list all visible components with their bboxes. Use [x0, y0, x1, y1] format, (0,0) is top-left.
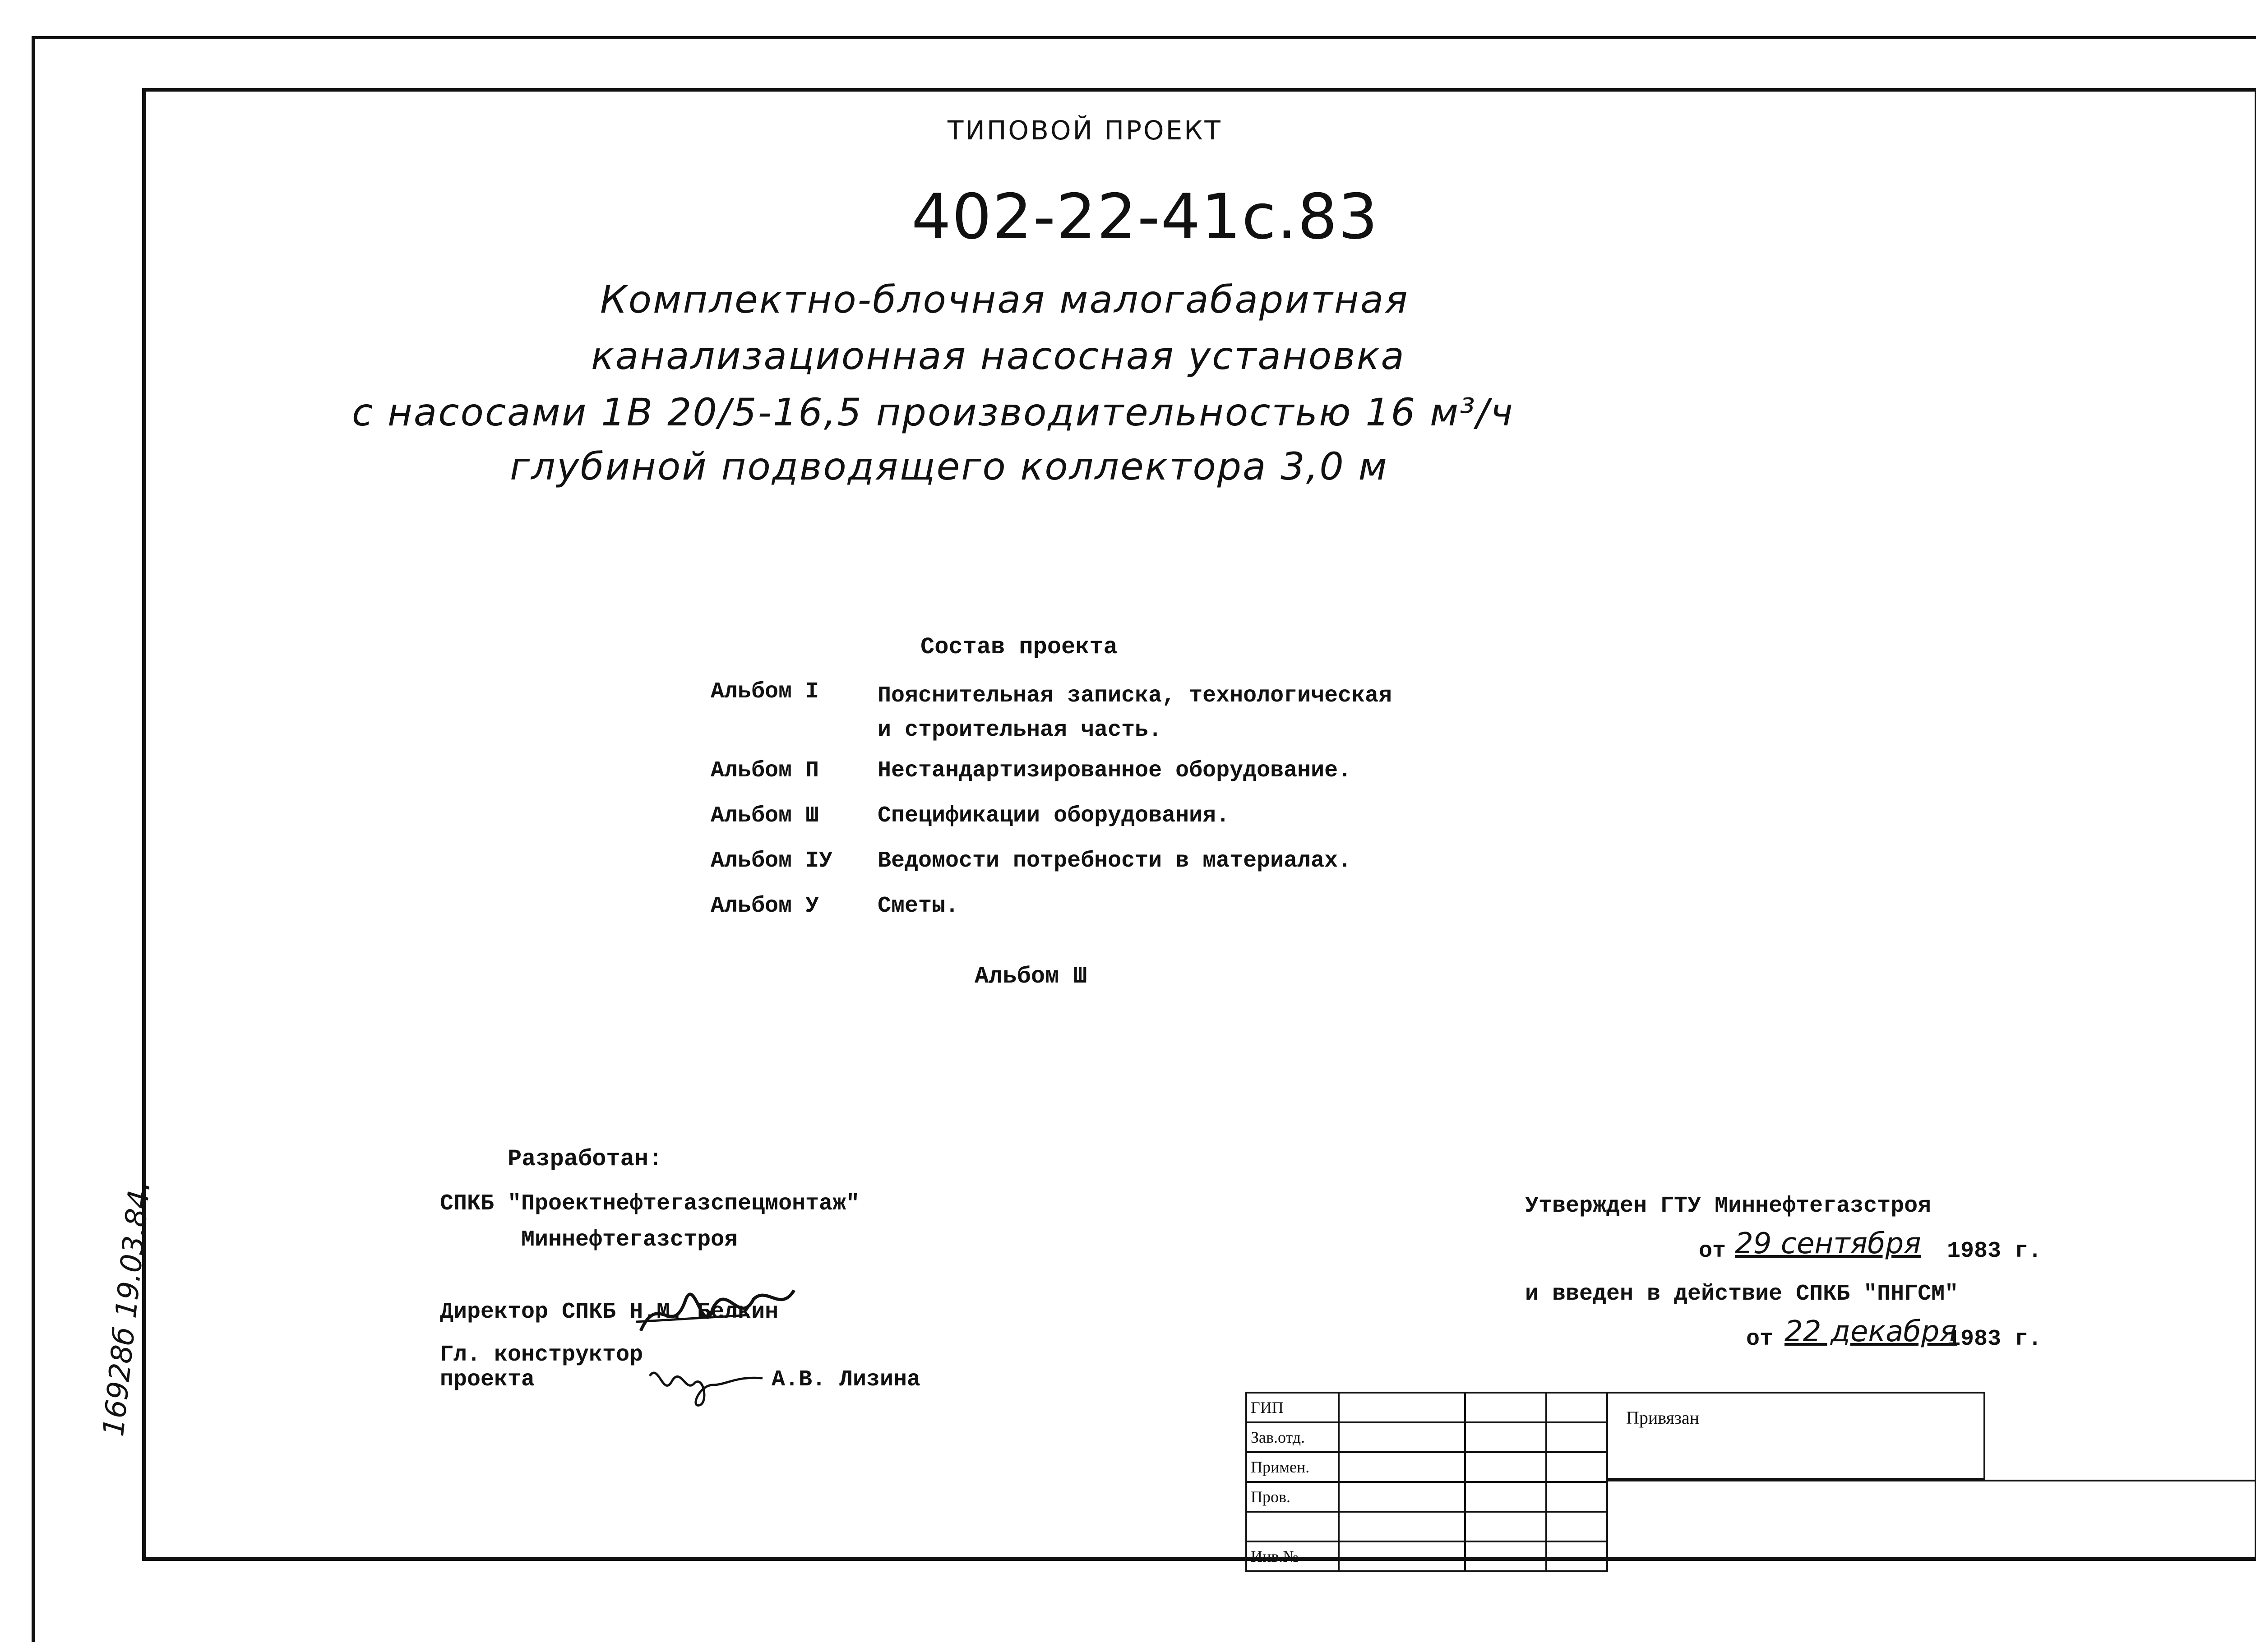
stamp-cell [1339, 1393, 1465, 1422]
approved-date-prefix: от [1699, 1238, 1726, 1264]
stamp-row [1246, 1393, 1607, 1422]
stamp-cell [1465, 1452, 1546, 1482]
title-block-table [1245, 1392, 1608, 1572]
stamp-cell-label: Инв.№ [1246, 1541, 1339, 1571]
album-1-desc [878, 679, 1392, 748]
outer-frame-top [32, 36, 2256, 39]
stamp-cell [1546, 1512, 1607, 1541]
stamp-cell [1339, 1541, 1465, 1571]
album-2-label: Альбом П [711, 758, 819, 784]
stamp-cell [1546, 1422, 1607, 1452]
stamp-cell [1465, 1393, 1546, 1422]
stamp-cell [1339, 1422, 1465, 1452]
title-line-2: канализационная насосная установка [591, 334, 1405, 378]
stamp-cell [1339, 1512, 1465, 1541]
stamp-cell [1339, 1452, 1465, 1482]
stamp-cell-label: Примен. [1246, 1452, 1339, 1482]
approved-line: Утвержден ГТУ Миннефтегазстроя [1525, 1193, 1932, 1219]
title-line-4: глубиной подводящего коллектора 3,0 м [510, 444, 1388, 489]
stamp-cell [1546, 1452, 1607, 1482]
stamp-cell-label: Зав.отд. [1246, 1422, 1339, 1452]
album-5-label: Альбом У [711, 893, 819, 919]
stamp-row [1246, 1512, 1607, 1541]
stamp-cell [1546, 1393, 1607, 1422]
title-line-1: Комплектно-блочная малогабаритная [600, 277, 1409, 322]
stamp-cell [1465, 1541, 1546, 1571]
enacted-date-prefix: от [1746, 1326, 1774, 1352]
stamp-cell-label: ГИП [1246, 1393, 1339, 1422]
stamp-cell-label [1246, 1512, 1339, 1541]
project-number: 402-22-41с.83 [911, 180, 1379, 253]
album-1-desc-line-2: и строительная часть. [878, 717, 1162, 743]
attached-label: Привязан [1626, 1407, 1700, 1428]
attached-box [1606, 1392, 1985, 1480]
chief-name: А.В. Лизина [772, 1367, 921, 1393]
title-block-lower-box [1606, 1480, 2256, 1561]
type-label: ТИПОВОЙ ПРОЕКТ [948, 115, 1222, 146]
side-registration-note: 16928б 19.03.84. [97, 1179, 157, 1438]
developed-label: Разработан: [508, 1146, 663, 1172]
stamp-cell [1465, 1422, 1546, 1452]
album-1-label: Альбом I [711, 679, 819, 705]
album-3-desc: Спецификации оборудования. [878, 803, 1230, 829]
current-album: Альбом Ш [975, 963, 1087, 990]
album-2-desc: Нестандартизированное оборудование. [878, 758, 1352, 784]
outer-frame-left [32, 36, 35, 1642]
album-4-label: Альбом IУ [711, 848, 833, 874]
stamp-cell-label: Пров. [1246, 1482, 1339, 1512]
chief-title-line-1: Гл. конструктор [440, 1342, 643, 1368]
enacted-year: 1983 г. [1947, 1326, 2042, 1352]
stamp-cell [1465, 1512, 1546, 1541]
approved-year: 1983 г. [1947, 1238, 2042, 1264]
director-signature [632, 1272, 803, 1349]
album-3-label: Альбом Ш [711, 803, 819, 829]
stamp-cell [1465, 1482, 1546, 1512]
stamp-row [1246, 1422, 1607, 1452]
enacted-date: 22 декабря [1784, 1315, 1957, 1348]
stamp-row [1246, 1452, 1607, 1482]
title-line-3: с насосами 1В 20/5-16,5 производительностью 16 м³/ч [352, 390, 1514, 434]
enacted-line: и введен в действие СПКБ "ПНГСМ" [1525, 1281, 1959, 1307]
composition-title: Состав проекта [920, 634, 1118, 660]
stamp-row [1246, 1482, 1607, 1512]
director-line: Директор СПКБ Н.М. Белкин [440, 1299, 779, 1325]
album-5-desc: Сметы. [878, 893, 959, 919]
stamp-cell [1546, 1482, 1607, 1512]
chief-title-line-2: проекта [440, 1367, 535, 1393]
chief-signature [645, 1358, 767, 1407]
developer-ministry: Миннефтегазстроя [521, 1227, 738, 1253]
album-4-desc: Ведомости потребности в материалах. [878, 848, 1352, 874]
album-1-desc-line-1: Пояснительная записка, технологическая [878, 683, 1392, 709]
developer-org: СПКБ "Проектнефтегазспецмонтаж" [440, 1191, 860, 1217]
approved-date: 29 сентября [1735, 1227, 1921, 1260]
stamp-cell [1339, 1482, 1465, 1512]
stamp-cell [1546, 1541, 1607, 1571]
stamp-row [1246, 1541, 1607, 1571]
